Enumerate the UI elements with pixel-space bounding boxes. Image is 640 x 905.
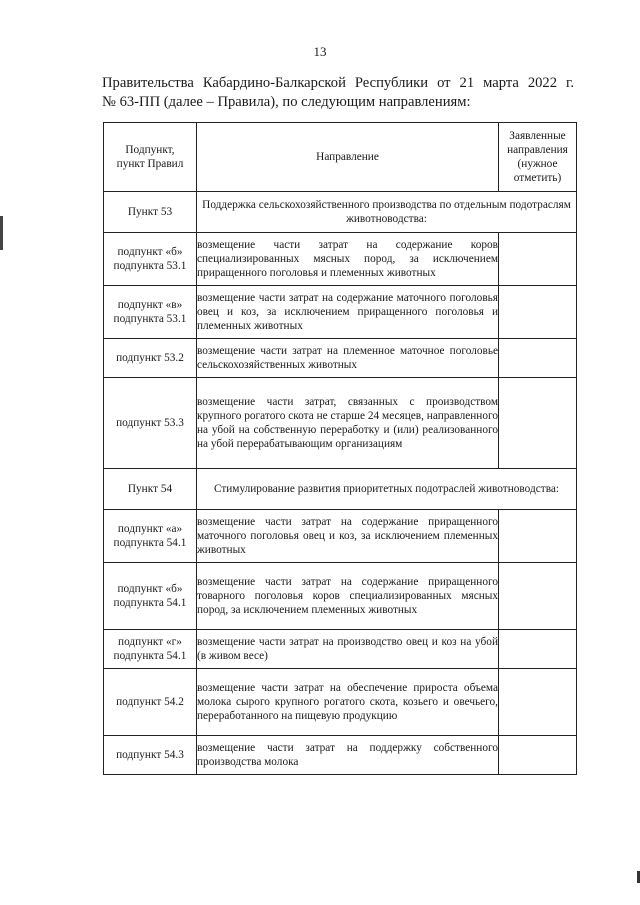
header-selected-directions: Заявленные направления (нужное отметить) <box>499 123 577 192</box>
section-title: Стимулирование развития приоритетных подотраслей животноводства: <box>197 469 577 510</box>
row-direction: возмещение части затрат на содержание маточного поголовья овец и коз, за исключением приращенного поголовья и племенных животных <box>197 286 499 339</box>
directions-table <box>103 122 577 775</box>
intro-line-1: Правительства Кабардино-Балкарской Республики от 21 марта 2022 г. <box>102 75 574 91</box>
row-subpunkt: подпункт «б» подпункта 54.1 <box>104 563 197 630</box>
row-direction: возмещение части затрат на содержание коров специализированных мясных пород, за исключением приращенного поголовья и племенных животных <box>197 233 499 286</box>
row-direction: возмещение части затрат на обеспечение прироста объема молока сырого крупного рогатого скота, козьего и овечьего, переработанного на пищевую продукцию <box>197 669 499 736</box>
row-mark-cell[interactable] <box>499 286 577 339</box>
row-mark-cell[interactable] <box>499 669 577 736</box>
row-mark-cell[interactable] <box>499 630 577 669</box>
intro-line-2: № 63-ПП (далее – Правила), по следующим направлениям: <box>102 94 471 110</box>
row-direction: возмещение части затрат на поддержку собственного производства молока <box>197 736 499 775</box>
table-row <box>104 286 577 339</box>
row-mark-cell[interactable] <box>499 736 577 775</box>
row-subpunkt: подпункт «в» подпункта 53.1 <box>104 286 197 339</box>
table-row <box>104 630 577 669</box>
row-subpunkt: подпункт «а» подпункта 54.1 <box>104 510 197 563</box>
row-mark-cell[interactable] <box>499 233 577 286</box>
page-number: 13 <box>313 44 327 59</box>
row-mark-cell[interactable] <box>499 378 577 469</box>
row-direction: возмещение части затрат на содержание приращенного маточного поголовья овец и коз, за исключением племенных животных <box>197 510 499 563</box>
row-subpunkt: подпункт 53.3 <box>104 378 197 469</box>
section-punkt: Пункт 53 <box>104 192 197 233</box>
header-subpunkt: Подпункт, пункт Правил <box>104 123 197 192</box>
row-subpunkt: подпункт 53.2 <box>104 339 197 378</box>
row-subpunkt: подпункт 54.2 <box>104 669 197 736</box>
row-mark-cell[interactable] <box>499 339 577 378</box>
table-row <box>104 339 577 378</box>
row-direction: возмещение части затрат, связанных с производством крупного рогатого скота не старше 24 месяцев, направленного на убой на собственную переработку и (или) реализованного на убой перерабатывающим организациям <box>197 378 499 469</box>
table-row <box>104 378 577 469</box>
table-row <box>104 563 577 630</box>
row-subpunkt: подпункт «г» подпункта 54.1 <box>104 630 197 669</box>
table-header-row <box>104 123 577 192</box>
scan-edge-mark <box>0 216 3 250</box>
row-direction: возмещение части затрат на производство овец и коз на убой (в живом весе) <box>197 630 499 669</box>
row-mark-cell[interactable] <box>499 563 577 630</box>
row-mark-cell[interactable] <box>499 510 577 563</box>
section-title: Поддержка сельскохозяйственного производства по отдельным подотраслям животноводства: <box>197 192 577 233</box>
section-punkt: Пункт 54 <box>104 469 197 510</box>
section-row <box>104 469 577 510</box>
table-row <box>104 669 577 736</box>
header-direction: Направление <box>197 123 499 192</box>
row-direction: возмещение части затрат на племенное маточное поголовье сельскохозяйственных животных <box>197 339 499 378</box>
row-subpunkt: подпункт 54.3 <box>104 736 197 775</box>
table-row <box>104 736 577 775</box>
row-subpunkt: подпункт «б» подпункта 53.1 <box>104 233 197 286</box>
table-row <box>104 510 577 563</box>
section-row <box>104 192 577 233</box>
table-row <box>104 233 577 286</box>
intro-paragraph <box>102 74 574 112</box>
row-direction: возмещение части затрат на содержание приращенного товарного поголовья коров специализированных мясных пород, за исключением племенных животных <box>197 563 499 630</box>
